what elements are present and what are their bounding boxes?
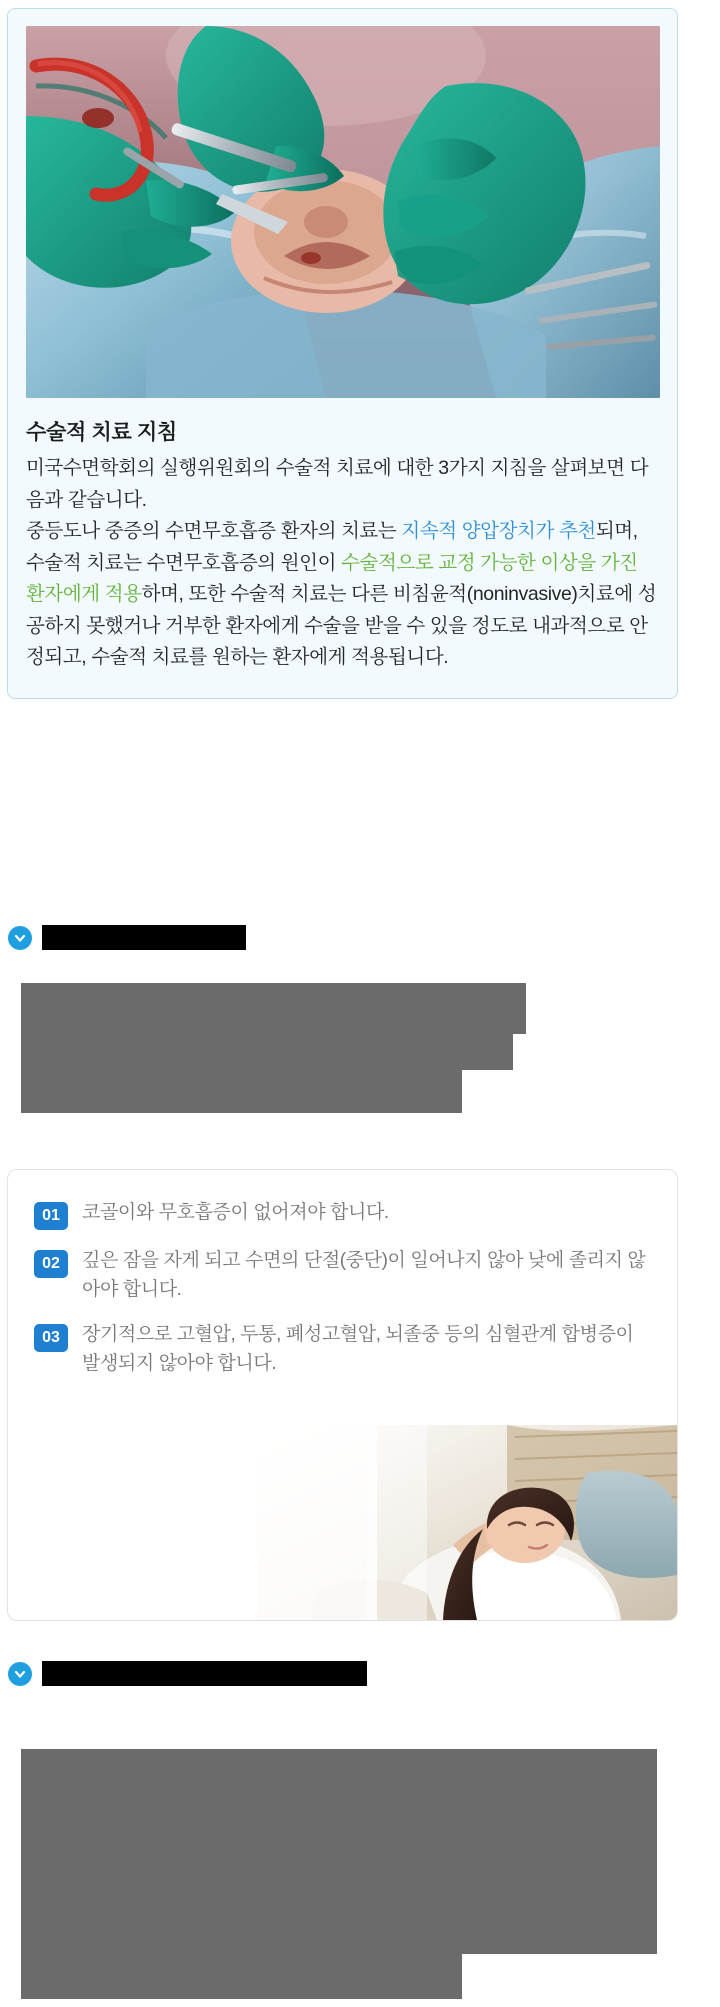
guideline-part-1-highlight-blue: 지속적 양압장치가 추천 [401, 520, 596, 543]
redacted-content-block [21, 1034, 513, 1070]
treatment-goal-list-card [7, 1169, 678, 1621]
surgical-guideline-card [7, 8, 678, 699]
surgery-photo [26, 26, 660, 398]
section-heading-2-redacted-label [42, 1661, 367, 1686]
list-item-number: 01 [34, 1202, 68, 1230]
guideline-paragraph-1: 미국수면학회의 실행위원회의 수술적 치료에 대한 3가지 지침을 살펴보면 다음과 같습니다. [26, 457, 649, 511]
list-item [34, 1321, 651, 1378]
guideline-part-2: 되며, 수술적 치료는 수면무호흡증의 원인이 [26, 520, 638, 574]
list-item-number: 02 [34, 1250, 68, 1278]
section-heading-1[interactable] [8, 925, 246, 950]
section-heading-2[interactable] [8, 1661, 367, 1686]
chevron-down-circle-icon[interactable] [8, 926, 32, 950]
list-item-text: 장기적으로 고혈압, 두통, 폐성고혈압, 뇌졸중 등의 심혈관계 합병증이 발생되지 않아야 합니다. [82, 1324, 634, 1374]
chevron-down-circle-icon[interactable] [8, 1662, 32, 1686]
list-item [34, 1247, 651, 1304]
guideline-part-3-highlight-green: 수술적으로 교정 가능한 이상을 가진 환자에게 적용 [26, 551, 638, 606]
list-item [34, 1199, 651, 1230]
guideline-part-0: 중등도나 중증의 수면무호흡증 환자의 치료는 [26, 520, 402, 543]
redacted-content-block [21, 983, 526, 1034]
list-item-text: 깊은 잠을 자게 되고 수면의 단절(중단)이 일어나지 않아 낮에 졸리지 않아야 합니다. [82, 1250, 646, 1300]
guideline-title: 수술적 치료 지침 [26, 421, 177, 444]
treatment-goal-list [8, 1170, 677, 1378]
guideline-body [26, 453, 659, 674]
redacted-content-block [21, 1954, 462, 1999]
list-item-text: 코골이와 무호흡증이 없어져야 합니다. [82, 1202, 389, 1223]
list-item-number: 03 [34, 1324, 68, 1352]
sleeping-woman-photo [257, 1425, 677, 1620]
redacted-content-block [21, 1749, 657, 1954]
redacted-content-block [21, 1070, 462, 1113]
section-heading-1-redacted-label [42, 925, 246, 950]
guideline-part-4: 하며, 또한 수술적 치료는 다른 비침윤적(noninvasive)치료에 성공하지 못했거나 거부한 환자에게 수술을 받을 수 있을 정도로 내과적으로 안정되고, 수술적 치료를 원하는 환자에게 적용됩니다. [26, 583, 657, 669]
